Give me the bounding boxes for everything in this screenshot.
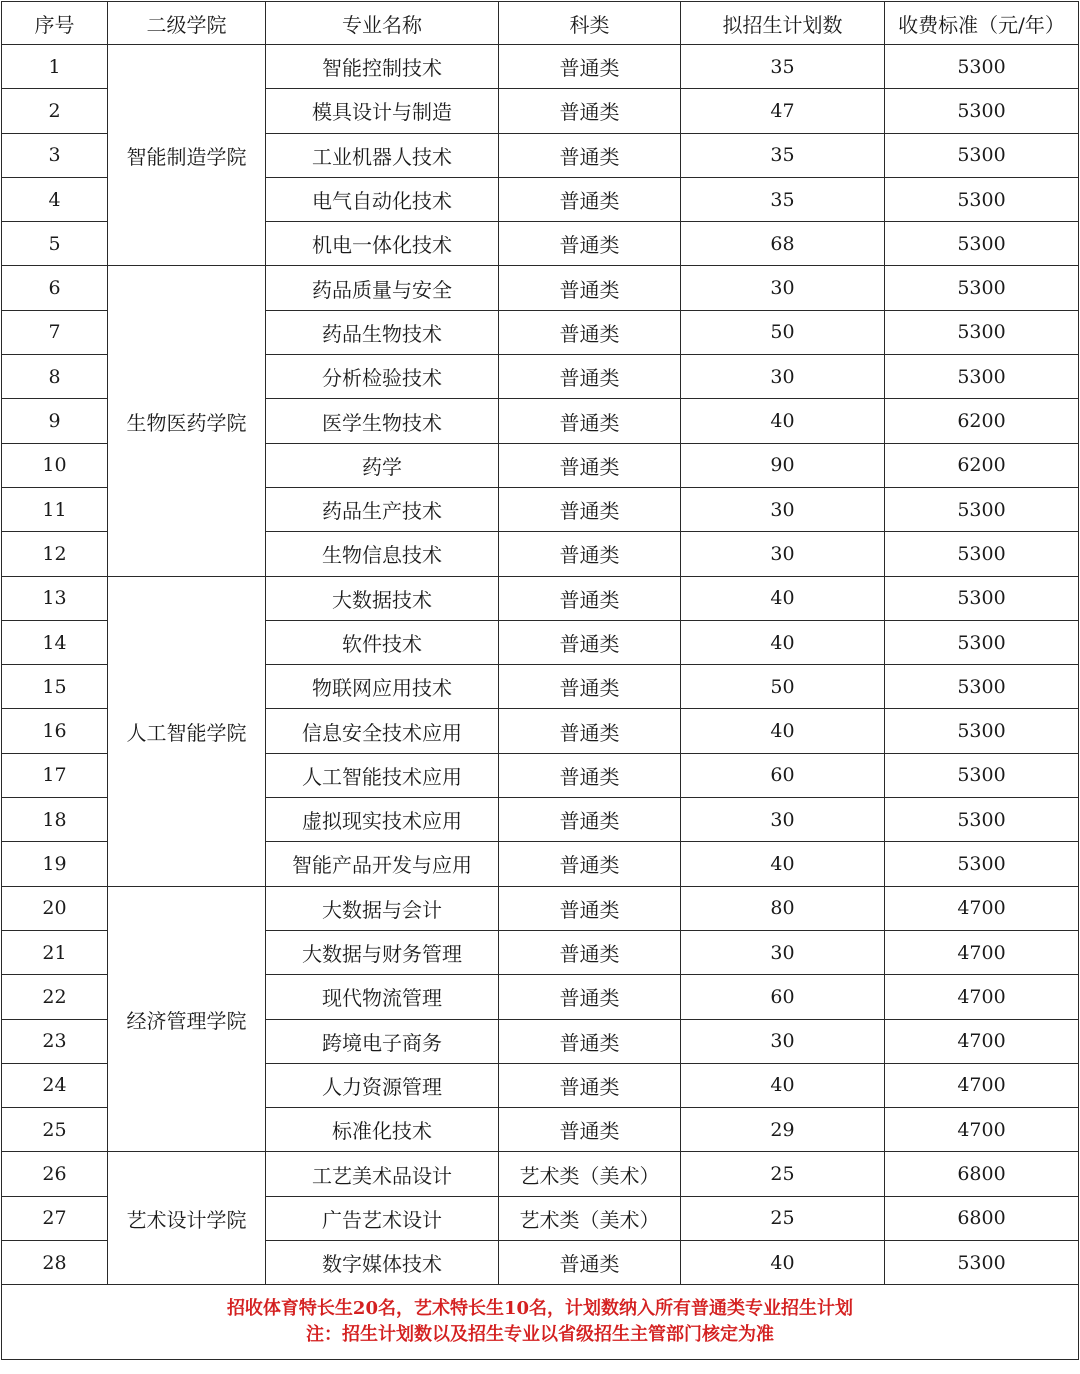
- planned-enrollment-cell: 60: [681, 753, 885, 797]
- serial-number-cell: 18: [2, 798, 108, 842]
- tuition-fee-cell: 5300: [885, 753, 1079, 797]
- planned-enrollment-cell: 40: [681, 576, 885, 620]
- planned-enrollment-cell: 40: [681, 709, 885, 753]
- header-category: 科类: [499, 2, 681, 45]
- header-major-name: 专业名称: [266, 2, 499, 45]
- special-students-note: 招收体育特长生20名，艺术特长生10名，计划数纳入所有普通类专业招生计划: [226, 1298, 854, 1320]
- category-cell: 普通类: [499, 532, 681, 576]
- planned-enrollment-cell: 30: [681, 930, 885, 974]
- major-name-cell: 大数据与会计: [266, 886, 499, 930]
- planned-enrollment-cell: 29: [681, 1108, 885, 1152]
- major-name-cell: 生物信息技术: [266, 532, 499, 576]
- tuition-fee-cell: 4700: [885, 886, 1079, 930]
- tuition-fee-cell: 5300: [885, 133, 1079, 177]
- table-footer: [2, 1285, 1079, 1360]
- major-name-cell: 智能控制技术: [266, 45, 499, 89]
- major-name-cell: 智能产品开发与应用: [266, 842, 499, 886]
- planned-enrollment-cell: 30: [681, 1019, 885, 1063]
- serial-number-cell: 23: [2, 1019, 108, 1063]
- serial-number-cell: 15: [2, 665, 108, 709]
- category-cell: 普通类: [499, 45, 681, 89]
- header-planned-enrollment: 拟招生计划数: [681, 2, 885, 45]
- category-cell: 普通类: [499, 620, 681, 664]
- major-name-cell: 工艺美术品设计: [266, 1152, 499, 1196]
- category-cell: 普通类: [499, 310, 681, 354]
- header-tuition-fee: 收费标准（元/年）: [885, 2, 1079, 45]
- tuition-fee-cell: 6800: [885, 1152, 1079, 1196]
- major-name-cell: 物联网应用技术: [266, 665, 499, 709]
- enrollment-plan-table: [1, 1, 1079, 1360]
- college-cell: 经济管理学院: [108, 886, 266, 1152]
- category-cell: 普通类: [499, 443, 681, 487]
- category-cell: 普通类: [499, 665, 681, 709]
- table-row: [2, 886, 1079, 930]
- category-cell: 普通类: [499, 177, 681, 221]
- header-serial-number: 序号: [2, 2, 108, 45]
- category-cell: 普通类: [499, 930, 681, 974]
- category-cell: 普通类: [499, 1108, 681, 1152]
- college-cell: 艺术设计学院: [108, 1152, 266, 1285]
- table-body: [2, 45, 1079, 1285]
- serial-number-cell: 25: [2, 1108, 108, 1152]
- planned-enrollment-cell: 40: [681, 842, 885, 886]
- serial-number-cell: 3: [2, 133, 108, 177]
- major-name-cell: 信息安全技术应用: [266, 709, 499, 753]
- planned-enrollment-cell: 80: [681, 886, 885, 930]
- planned-enrollment-cell: 30: [681, 355, 885, 399]
- planned-enrollment-cell: 25: [681, 1152, 885, 1196]
- table-row: [2, 576, 1079, 620]
- category-cell: 普通类: [499, 753, 681, 797]
- major-name-cell: 人工智能技术应用: [266, 753, 499, 797]
- major-name-cell: 跨境电子商务: [266, 1019, 499, 1063]
- tuition-fee-cell: 5300: [885, 266, 1079, 310]
- serial-number-cell: 4: [2, 177, 108, 221]
- tuition-fee-cell: 5300: [885, 665, 1079, 709]
- serial-number-cell: 14: [2, 620, 108, 664]
- table-row: [2, 1152, 1079, 1196]
- serial-number-cell: 13: [2, 576, 108, 620]
- tuition-fee-cell: 5300: [885, 620, 1079, 664]
- major-name-cell: 现代物流管理: [266, 975, 499, 1019]
- major-name-cell: 广告艺术设计: [266, 1196, 499, 1240]
- major-name-cell: 电气自动化技术: [266, 177, 499, 221]
- planned-enrollment-cell: 30: [681, 798, 885, 842]
- serial-number-cell: 1: [2, 45, 108, 89]
- tuition-fee-cell: 5300: [885, 842, 1079, 886]
- serial-number-cell: 7: [2, 310, 108, 354]
- approval-note: 注：招生计划数以及招生专业以省级招生主管部门核定为准: [306, 1324, 774, 1346]
- category-cell: 普通类: [499, 886, 681, 930]
- planned-enrollment-cell: 35: [681, 45, 885, 89]
- college-cell: 智能制造学院: [108, 45, 266, 266]
- category-cell: 普通类: [499, 133, 681, 177]
- tuition-fee-cell: 4700: [885, 975, 1079, 1019]
- notes-row: [2, 1285, 1079, 1360]
- serial-number-cell: 21: [2, 930, 108, 974]
- major-name-cell: 药学: [266, 443, 499, 487]
- category-cell: 普通类: [499, 798, 681, 842]
- category-cell: 普通类: [499, 1019, 681, 1063]
- major-name-cell: 大数据与财务管理: [266, 930, 499, 974]
- tuition-fee-cell: 5300: [885, 798, 1079, 842]
- serial-number-cell: 16: [2, 709, 108, 753]
- table-row: [2, 266, 1079, 310]
- major-name-cell: 虚拟现实技术应用: [266, 798, 499, 842]
- serial-number-cell: 2: [2, 89, 108, 133]
- category-cell: 普通类: [499, 576, 681, 620]
- serial-number-cell: 6: [2, 266, 108, 310]
- category-cell: 普通类: [499, 222, 681, 266]
- category-cell: 普通类: [499, 487, 681, 531]
- serial-number-cell: 17: [2, 753, 108, 797]
- tuition-fee-cell: 6800: [885, 1196, 1079, 1240]
- category-cell: 普通类: [499, 399, 681, 443]
- serial-number-cell: 24: [2, 1063, 108, 1107]
- category-cell: 艺术类（美术）: [499, 1152, 681, 1196]
- planned-enrollment-cell: 68: [681, 222, 885, 266]
- tuition-fee-cell: 6200: [885, 399, 1079, 443]
- category-cell: 普通类: [499, 266, 681, 310]
- planned-enrollment-cell: 50: [681, 665, 885, 709]
- major-name-cell: 标准化技术: [266, 1108, 499, 1152]
- header-row: [2, 2, 1079, 45]
- major-name-cell: 工业机器人技术: [266, 133, 499, 177]
- major-name-cell: 药品生物技术: [266, 310, 499, 354]
- serial-number-cell: 9: [2, 399, 108, 443]
- tuition-fee-cell: 4700: [885, 1019, 1079, 1063]
- major-name-cell: 数字媒体技术: [266, 1241, 499, 1285]
- planned-enrollment-cell: 25: [681, 1196, 885, 1240]
- major-name-cell: 模具设计与制造: [266, 89, 499, 133]
- planned-enrollment-cell: 35: [681, 177, 885, 221]
- planned-enrollment-cell: 60: [681, 975, 885, 1019]
- header-college: 二级学院: [108, 2, 266, 45]
- serial-number-cell: 28: [2, 1241, 108, 1285]
- table-header: [2, 2, 1079, 45]
- major-name-cell: 医学生物技术: [266, 399, 499, 443]
- major-name-cell: 机电一体化技术: [266, 222, 499, 266]
- major-name-cell: 大数据技术: [266, 576, 499, 620]
- serial-number-cell: 5: [2, 222, 108, 266]
- tuition-fee-cell: 5300: [885, 310, 1079, 354]
- college-cell: 人工智能学院: [108, 576, 266, 886]
- serial-number-cell: 27: [2, 1196, 108, 1240]
- major-name-cell: 药品质量与安全: [266, 266, 499, 310]
- planned-enrollment-cell: 30: [681, 532, 885, 576]
- tuition-fee-cell: 5300: [885, 487, 1079, 531]
- serial-number-cell: 12: [2, 532, 108, 576]
- major-name-cell: 分析检验技术: [266, 355, 499, 399]
- notes-cell: [2, 1285, 1079, 1360]
- college-cell: 生物医药学院: [108, 266, 266, 576]
- serial-number-cell: 10: [2, 443, 108, 487]
- major-name-cell: 人力资源管理: [266, 1063, 499, 1107]
- tuition-fee-cell: 5300: [885, 89, 1079, 133]
- planned-enrollment-cell: 47: [681, 89, 885, 133]
- tuition-fee-cell: 5300: [885, 177, 1079, 221]
- planned-enrollment-cell: 35: [681, 133, 885, 177]
- tuition-fee-cell: 4700: [885, 1108, 1079, 1152]
- category-cell: 普通类: [499, 1063, 681, 1107]
- category-cell: 普通类: [499, 89, 681, 133]
- tuition-fee-cell: 5300: [885, 709, 1079, 753]
- serial-number-cell: 22: [2, 975, 108, 1019]
- serial-number-cell: 19: [2, 842, 108, 886]
- category-cell: 艺术类（美术）: [499, 1196, 681, 1240]
- tuition-fee-cell: 5300: [885, 532, 1079, 576]
- tuition-fee-cell: 4700: [885, 1063, 1079, 1107]
- planned-enrollment-cell: 40: [681, 399, 885, 443]
- planned-enrollment-cell: 90: [681, 443, 885, 487]
- planned-enrollment-cell: 40: [681, 1063, 885, 1107]
- category-cell: 普通类: [499, 975, 681, 1019]
- category-cell: 普通类: [499, 709, 681, 753]
- tuition-fee-cell: 5300: [885, 576, 1079, 620]
- planned-enrollment-cell: 50: [681, 310, 885, 354]
- category-cell: 普通类: [499, 842, 681, 886]
- tuition-fee-cell: 4700: [885, 930, 1079, 974]
- major-name-cell: 药品生产技术: [266, 487, 499, 531]
- major-name-cell: 软件技术: [266, 620, 499, 664]
- serial-number-cell: 11: [2, 487, 108, 531]
- table-row: [2, 45, 1079, 89]
- planned-enrollment-cell: 30: [681, 487, 885, 531]
- planned-enrollment-cell: 40: [681, 1241, 885, 1285]
- planned-enrollment-cell: 30: [681, 266, 885, 310]
- tuition-fee-cell: 6200: [885, 443, 1079, 487]
- category-cell: 普通类: [499, 1241, 681, 1285]
- serial-number-cell: 8: [2, 355, 108, 399]
- planned-enrollment-cell: 40: [681, 620, 885, 664]
- category-cell: 普通类: [499, 355, 681, 399]
- tuition-fee-cell: 5300: [885, 1241, 1079, 1285]
- tuition-fee-cell: 5300: [885, 222, 1079, 266]
- tuition-fee-cell: 5300: [885, 355, 1079, 399]
- serial-number-cell: 26: [2, 1152, 108, 1196]
- serial-number-cell: 20: [2, 886, 108, 930]
- tuition-fee-cell: 5300: [885, 45, 1079, 89]
